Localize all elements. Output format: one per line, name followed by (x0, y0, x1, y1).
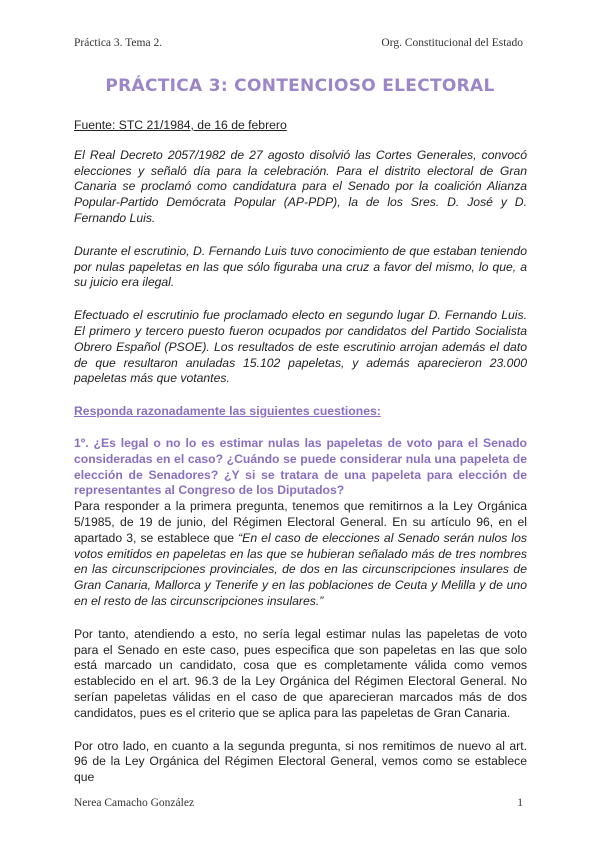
footer-author: Nerea Camacho González (74, 797, 195, 809)
answer-intro: Para responder a la primera pregunta, tenemos que remitirnos a la Ley Orgánica 5/1985, de 19 de junio, del Régimen Electoral General. En su artículo 96, en el apartado 3, se establece que (74, 499, 527, 545)
law-quote: “En el caso de elecciones al Senado serán nulos los votos emitidos en papeletas en las que se hubieran señalado más de tres nombres en las circunscripciones provinciales, de dos en las circunscripciones insulares de Gran Canaria, Mallorca y Tenerife y en las poblaciones de Ceuta y Melilla y de uno en el resto de las circunscripciones insulares.” (74, 530, 527, 608)
answer-paragraph: Por otro lado, en cuanto a la segunda pregunta, si nos remitimos de nuevo al art. 96 de la Ley Orgánica del Régimen Electoral General, vemos como se establece que (74, 738, 527, 785)
answer-paragraph (74, 499, 527, 610)
answer-paragraph: Por tanto, atendiendo a esto, no sería legal estimar nulas las papeletas de voto para el Senado en este caso, pues especifica que son papeletas en las que solo está marcado un candidato, cosa que es completamente válida como vemos establecido en el art. 96.3 de la Ley Orgánica del Régimen Electoral General. No serían papeletas válidas en el caso de que aparecieran marcados más de dos candidatos, pues es el criterio que se aplica para las papeletas de Gran Canaria. (74, 626, 527, 720)
case-paragraph: El Real Decreto 2057/1982 de 27 agosto disolvió las Cortes Generales, convocó elecciones y señaló día para la celebración. Para el distrito electoral de Gran Canaria se proclamó como candidatura para el Senado por la coalición Alianza Popular-Partido Demócrata Popular (AP-PDP), la de los Sres. D. José y D. Fernando Luis. (74, 147, 527, 225)
page-title: PRÁCTICA 3: CONTENCIOSO ELECTORAL (105, 76, 495, 96)
question-1: 1º. ¿Es legal o no lo es estimar nulas las papeletas de voto para el Senado consideradas en el caso? ¿Cuándo se puede considerar nula una papeleta de elección de Senadores? ¿Y si se tratara de una papeleta para elección de representantes al Congreso de los Diputados? (74, 435, 527, 498)
header-course: Práctica 3. Tema 2. (74, 37, 163, 49)
instructions-heading: Responda razonadamente las siguientes cuestiones: (74, 404, 381, 419)
case-paragraph: Durante el escrutinio, D. Fernando Luis tuvo conocimiento de que estaban teniendo por nulas papeletas en las que sólo figuraba una cruz a favor del mismo, lo que, a su juicio era ilegal. (74, 243, 527, 290)
page-number: 1 (517, 797, 523, 809)
case-paragraph: Efectuado el escrutinio fue proclamado electo en segundo lugar D. Fernando Luis. El primero y tercero puesto fueron ocupados por candidatos del Partido Socialista Obrero Español (PSOE). Los resultados de este escrutinio arrojan además el dato de que resultaron anuladas 15.102 papeletas, y además aparecieron 23.000 papeletas más que votantes. (74, 308, 527, 386)
source-citation: Fuente: STC 21/1984, de 16 de febrero (74, 118, 287, 132)
header-subject: Org. Constitucional del Estado (381, 37, 523, 49)
document-body (74, 118, 527, 786)
